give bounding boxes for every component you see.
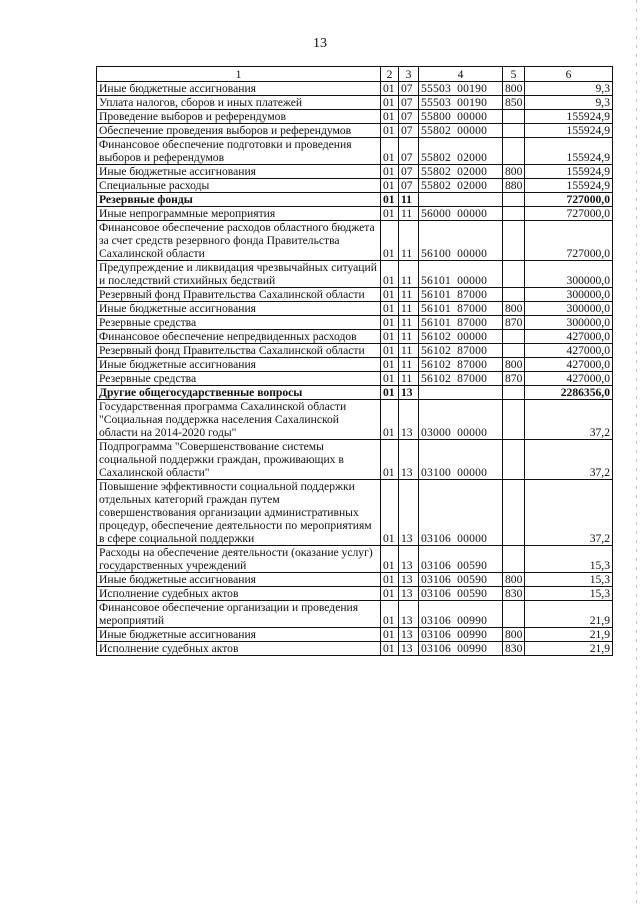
row-section-code: 01	[381, 124, 399, 138]
row-section-code: 01	[381, 400, 399, 440]
row-subsection-code: 13	[399, 601, 419, 628]
row-target-article-code: 56102 87000	[419, 372, 503, 386]
row-amount: 427000,0	[525, 372, 613, 386]
row-target-article-code: 03106 00590	[419, 573, 503, 587]
table-row	[97, 480, 613, 546]
row-amount: 300000,0	[525, 261, 613, 288]
row-target-article-code	[419, 193, 503, 207]
row-target-article-code: 55802 02000	[419, 165, 503, 179]
row-section-code: 01	[381, 330, 399, 344]
row-subsection-code: 07	[399, 165, 419, 179]
row-target-article-code: 55802 00000	[419, 124, 503, 138]
row-amount: 155924,9	[525, 165, 613, 179]
row-section-code: 01	[381, 358, 399, 372]
row-expense-type-code	[503, 124, 525, 138]
row-section-code: 01	[381, 207, 399, 221]
row-expense-type-code	[503, 330, 525, 344]
table-row	[97, 261, 613, 288]
row-amount: 37,2	[525, 480, 613, 546]
row-expense-type-code	[503, 288, 525, 302]
row-amount: 21,9	[525, 601, 613, 628]
row-expense-type-code: 850	[503, 96, 525, 110]
row-expense-type-code	[503, 480, 525, 546]
row-expense-type-code: 800	[503, 628, 525, 642]
table-row	[97, 628, 613, 642]
row-name-cell: Исполнение судебных актов	[97, 642, 381, 656]
row-subsection-code: 07	[399, 124, 419, 138]
row-name-cell: Финансовое обеспечение расходов областного бюджета за счет средств резервного фонда Правительства Сахалинской области	[97, 221, 381, 261]
table-row	[97, 546, 613, 573]
row-subsection-code: 11	[399, 358, 419, 372]
table-row	[97, 358, 613, 372]
row-section-code: 01	[381, 642, 399, 656]
table-row	[97, 386, 613, 400]
row-expense-type-code	[503, 207, 525, 221]
row-subsection-code: 07	[399, 110, 419, 124]
row-expense-type-code	[503, 601, 525, 628]
row-amount: 155924,9	[525, 138, 613, 165]
row-expense-type-code	[503, 261, 525, 288]
row-name-cell: Обеспечение проведения выборов и референдумов	[97, 124, 381, 138]
row-amount: 155924,9	[525, 124, 613, 138]
row-amount: 155924,9	[525, 110, 613, 124]
row-name-cell: Расходы на обеспечение деятельности (оказание услуг) государственных учреждений	[97, 546, 381, 573]
row-subsection-code: 13	[399, 386, 419, 400]
row-name-cell: Предупреждение и ликвидация чрезвычайных ситуаций и последствий стихийных бедствий	[97, 261, 381, 288]
row-section-code: 01	[381, 573, 399, 587]
row-expense-type-code: 800	[503, 165, 525, 179]
row-target-article-code: 03100 00000	[419, 440, 503, 480]
row-name-cell: Иные бюджетные ассигнования	[97, 358, 381, 372]
row-expense-type-code	[503, 386, 525, 400]
table-row	[97, 372, 613, 386]
row-target-article-code: 56101 87000	[419, 288, 503, 302]
table-row	[97, 138, 613, 165]
header-col-6: 6	[525, 67, 613, 82]
row-amount: 300000,0	[525, 288, 613, 302]
row-amount: 427000,0	[525, 344, 613, 358]
row-target-article-code: 56000 00000	[419, 207, 503, 221]
row-expense-type-code	[503, 440, 525, 480]
row-subsection-code: 11	[399, 261, 419, 288]
row-name-cell: Финансовое обеспечение организации и проведения мероприятий	[97, 601, 381, 628]
row-section-code: 01	[381, 601, 399, 628]
row-amount: 2286356,0	[525, 386, 613, 400]
row-name-cell: Исполнение судебных актов	[97, 587, 381, 601]
row-name-cell: Иные бюджетные ассигнования	[97, 628, 381, 642]
row-name-cell: Иные бюджетные ассигнования	[97, 165, 381, 179]
row-name-cell: Проведение выборов и референдумов	[97, 110, 381, 124]
row-subsection-code: 13	[399, 546, 419, 573]
table-row	[97, 110, 613, 124]
row-amount: 9,3	[525, 82, 613, 96]
row-name-cell: Резервные средства	[97, 372, 381, 386]
row-subsection-code: 11	[399, 288, 419, 302]
row-expense-type-code: 800	[503, 573, 525, 587]
table-row	[97, 82, 613, 96]
table-row	[97, 165, 613, 179]
row-expense-type-code	[503, 221, 525, 261]
row-name-cell: Резервный фонд Правительства Сахалинской области	[97, 344, 381, 358]
row-subsection-code: 13	[399, 573, 419, 587]
row-subsection-code: 13	[399, 400, 419, 440]
row-amount: 15,3	[525, 587, 613, 601]
row-name-cell: Финансовое обеспечение непредвиденных расходов	[97, 330, 381, 344]
row-target-article-code: 55503 00190	[419, 82, 503, 96]
row-name-cell: Уплата налогов, сборов и иных платежей	[97, 96, 381, 110]
table-row	[97, 288, 613, 302]
row-amount: 727000,0	[525, 193, 613, 207]
row-expense-type-code: 800	[503, 82, 525, 96]
row-subsection-code: 11	[399, 330, 419, 344]
row-target-article-code: 56101 00000	[419, 261, 503, 288]
row-expense-type-code: 830	[503, 587, 525, 601]
row-name-cell: Иные бюджетные ассигнования	[97, 302, 381, 316]
row-amount: 21,9	[525, 642, 613, 656]
row-section-code: 01	[381, 221, 399, 261]
row-name-cell: Другие общегосударственные вопросы	[97, 386, 381, 400]
row-target-article-code: 56100 00000	[419, 221, 503, 261]
table-row	[97, 601, 613, 628]
row-target-article-code: 03106 00990	[419, 628, 503, 642]
row-subsection-code: 11	[399, 344, 419, 358]
row-subsection-code: 07	[399, 96, 419, 110]
row-amount: 427000,0	[525, 358, 613, 372]
row-target-article-code: 56102 00000	[419, 330, 503, 344]
row-expense-type-code	[503, 546, 525, 573]
table-row	[97, 642, 613, 656]
row-subsection-code: 11	[399, 193, 419, 207]
row-subsection-code: 13	[399, 440, 419, 480]
budget-table	[96, 66, 613, 656]
row-amount: 37,2	[525, 400, 613, 440]
table-header-row	[97, 67, 613, 82]
page-number: 13	[313, 36, 327, 51]
row-target-article-code: 55503 00190	[419, 96, 503, 110]
row-expense-type-code	[503, 138, 525, 165]
table-row	[97, 587, 613, 601]
row-section-code: 01	[381, 302, 399, 316]
row-section-code: 01	[381, 386, 399, 400]
row-section-code: 01	[381, 193, 399, 207]
table-row	[97, 330, 613, 344]
header-col-3: 3	[399, 67, 419, 82]
row-target-article-code: 56102 87000	[419, 344, 503, 358]
row-target-article-code: 56102 87000	[419, 358, 503, 372]
row-subsection-code: 11	[399, 372, 419, 386]
row-amount: 727000,0	[525, 207, 613, 221]
row-amount: 21,9	[525, 628, 613, 642]
row-name-cell: Повышение эффективности социальной поддержки отдельных категорий граждан путем совершенствования организации административных процедур, обеспечение деятельности по мероприятиям в сфере социальной поддержки	[97, 480, 381, 546]
row-subsection-code: 11	[399, 302, 419, 316]
header-col-2: 2	[381, 67, 399, 82]
row-subsection-code: 13	[399, 480, 419, 546]
row-section-code: 01	[381, 288, 399, 302]
row-target-article-code: 03106 00990	[419, 601, 503, 628]
row-expense-type-code: 800	[503, 302, 525, 316]
row-section-code: 01	[381, 179, 399, 193]
row-target-article-code: 03106 00590	[419, 587, 503, 601]
row-name-cell: Иные бюджетные ассигнования	[97, 573, 381, 587]
table-row	[97, 96, 613, 110]
row-amount: 727000,0	[525, 221, 613, 261]
row-subsection-code: 13	[399, 642, 419, 656]
row-amount: 9,3	[525, 96, 613, 110]
row-name-cell: Иные непрограммные мероприятия	[97, 207, 381, 221]
row-name-cell: Финансовое обеспечение подготовки и проведения выборов и референдумов	[97, 138, 381, 165]
row-target-article-code: 03106 00000	[419, 480, 503, 546]
row-amount: 37,2	[525, 440, 613, 480]
table-row	[97, 440, 613, 480]
table-row	[97, 207, 613, 221]
row-name-cell: Резервные фонды	[97, 193, 381, 207]
row-expense-type-code	[503, 400, 525, 440]
row-section-code: 01	[381, 628, 399, 642]
row-amount: 155924,9	[525, 179, 613, 193]
row-name-cell: Иные бюджетные ассигнования	[97, 82, 381, 96]
row-amount: 300000,0	[525, 302, 613, 316]
row-subsection-code: 11	[399, 207, 419, 221]
row-target-article-code: 55800 00000	[419, 110, 503, 124]
row-expense-type-code: 880	[503, 179, 525, 193]
row-name-cell: Подпрограмма "Совершенствование системы социальной поддержки граждан, проживающих в Сахалинской области"	[97, 440, 381, 480]
row-name-cell: Специальные расходы	[97, 179, 381, 193]
table-body	[97, 82, 613, 656]
row-subsection-code: 13	[399, 628, 419, 642]
row-section-code: 01	[381, 546, 399, 573]
row-amount: 15,3	[525, 546, 613, 573]
row-subsection-code: 07	[399, 138, 419, 165]
row-amount: 300000,0	[525, 316, 613, 330]
row-section-code: 01	[381, 110, 399, 124]
table-row	[97, 221, 613, 261]
row-target-article-code: 03000 00000	[419, 400, 503, 440]
row-target-article-code: 03106 00990	[419, 642, 503, 656]
row-name-cell: Государственная программа Сахалинской области "Социальная поддержка населения Сахалинской области на 2014-2020 годы"	[97, 400, 381, 440]
row-section-code: 01	[381, 165, 399, 179]
row-expense-type-code: 800	[503, 358, 525, 372]
row-section-code: 01	[381, 261, 399, 288]
table-row	[97, 400, 613, 440]
row-amount: 427000,0	[525, 330, 613, 344]
row-section-code: 01	[381, 587, 399, 601]
row-section-code: 01	[381, 344, 399, 358]
row-subsection-code: 07	[399, 82, 419, 96]
header-col-5: 5	[503, 67, 525, 82]
row-expense-type-code	[503, 110, 525, 124]
table-row	[97, 573, 613, 587]
row-section-code: 01	[381, 138, 399, 165]
row-section-code: 01	[381, 316, 399, 330]
row-expense-type-code: 830	[503, 642, 525, 656]
row-amount: 15,3	[525, 573, 613, 587]
row-target-article-code: 55802 02000	[419, 138, 503, 165]
scan-edge-artifact	[636, 0, 637, 905]
row-name-cell: Резервные средства	[97, 316, 381, 330]
header-col-1: 1	[97, 67, 381, 82]
row-target-article-code: 56101 87000	[419, 302, 503, 316]
row-target-article-code: 03106 00590	[419, 546, 503, 573]
header-col-4: 4	[419, 67, 503, 82]
row-expense-type-code: 870	[503, 316, 525, 330]
table-row	[97, 179, 613, 193]
row-target-article-code: 56101 87000	[419, 316, 503, 330]
table-row	[97, 302, 613, 316]
row-expense-type-code	[503, 193, 525, 207]
row-target-article-code: 55802 02000	[419, 179, 503, 193]
row-section-code: 01	[381, 372, 399, 386]
table-row	[97, 193, 613, 207]
table-row	[97, 316, 613, 330]
row-section-code: 01	[381, 96, 399, 110]
row-target-article-code	[419, 386, 503, 400]
table-row	[97, 124, 613, 138]
row-section-code: 01	[381, 480, 399, 546]
row-name-cell: Резервный фонд Правительства Сахалинской области	[97, 288, 381, 302]
row-expense-type-code: 870	[503, 372, 525, 386]
row-subsection-code: 11	[399, 221, 419, 261]
row-subsection-code: 13	[399, 587, 419, 601]
row-section-code: 01	[381, 440, 399, 480]
row-subsection-code: 11	[399, 316, 419, 330]
row-subsection-code: 07	[399, 179, 419, 193]
table-row	[97, 344, 613, 358]
row-section-code: 01	[381, 82, 399, 96]
row-expense-type-code	[503, 344, 525, 358]
